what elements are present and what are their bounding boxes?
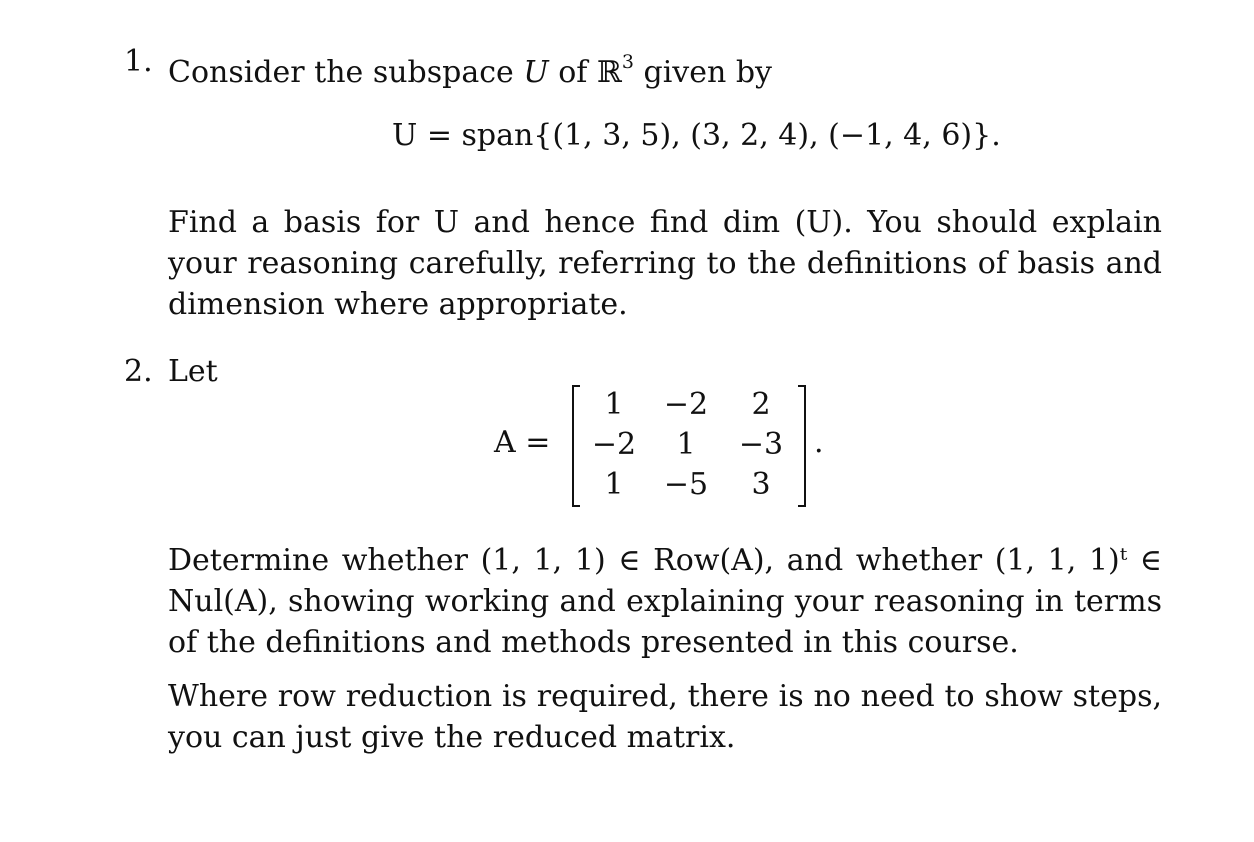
matrix-cell: −3 xyxy=(738,427,784,462)
q1-field-exponent: 3 xyxy=(621,51,634,73)
q1-intro-of: of xyxy=(558,55,588,90)
matrix-cell: −5 xyxy=(663,467,709,502)
question-2-paragraph-1: Determine whether (1, 1, 1) ∈ Row(A), and whether (1, 1, 1)ᵗ ∈ Nul(A), showing working and explaining your reasoning in terms of the definitions and methods presented in this course. xyxy=(168,543,1162,660)
matrix-cell: 1 xyxy=(676,427,696,462)
question-1-equation: U = span{(1, 3, 5), (3, 2, 4), (−1, 4, 6)}. xyxy=(392,118,1001,153)
matrix-cell: −2 xyxy=(663,387,709,422)
q1-intro-var: U xyxy=(523,55,549,90)
question-1-number: 1. xyxy=(124,44,153,79)
matrix-right-bracket xyxy=(798,385,806,507)
question-2-paragraph-2: Where row reduction is required, there is no need to show steps, you can just give the reduced matrix. xyxy=(168,679,1162,755)
matrix-A xyxy=(494,385,834,507)
question-1-body: Find a basis for U and hence find dim (U). You should explain your reasoning carefully, referring to the definitions of basis and dimension where appropriate. xyxy=(168,205,1162,322)
matrix-cell: 1 xyxy=(604,387,624,422)
matrix-cell: −2 xyxy=(591,427,637,462)
matrix-cell: 2 xyxy=(751,387,771,422)
question-1-intro xyxy=(168,44,772,91)
question-2-number: 2. xyxy=(124,354,153,389)
q1-intro-text: Consider the subspace xyxy=(168,55,514,90)
question-2-intro: Let xyxy=(168,354,218,389)
q1-field xyxy=(596,51,634,90)
matrix-period: . xyxy=(814,425,824,460)
matrix-label: A = xyxy=(494,425,551,460)
matrix-left-bracket xyxy=(572,385,580,507)
q1-field-symbol: ℝ xyxy=(596,55,622,90)
matrix-cell: 1 xyxy=(604,467,624,502)
matrix-cells xyxy=(582,385,796,507)
q1-intro-end: given by xyxy=(643,55,772,90)
matrix-cell: 3 xyxy=(751,467,771,502)
